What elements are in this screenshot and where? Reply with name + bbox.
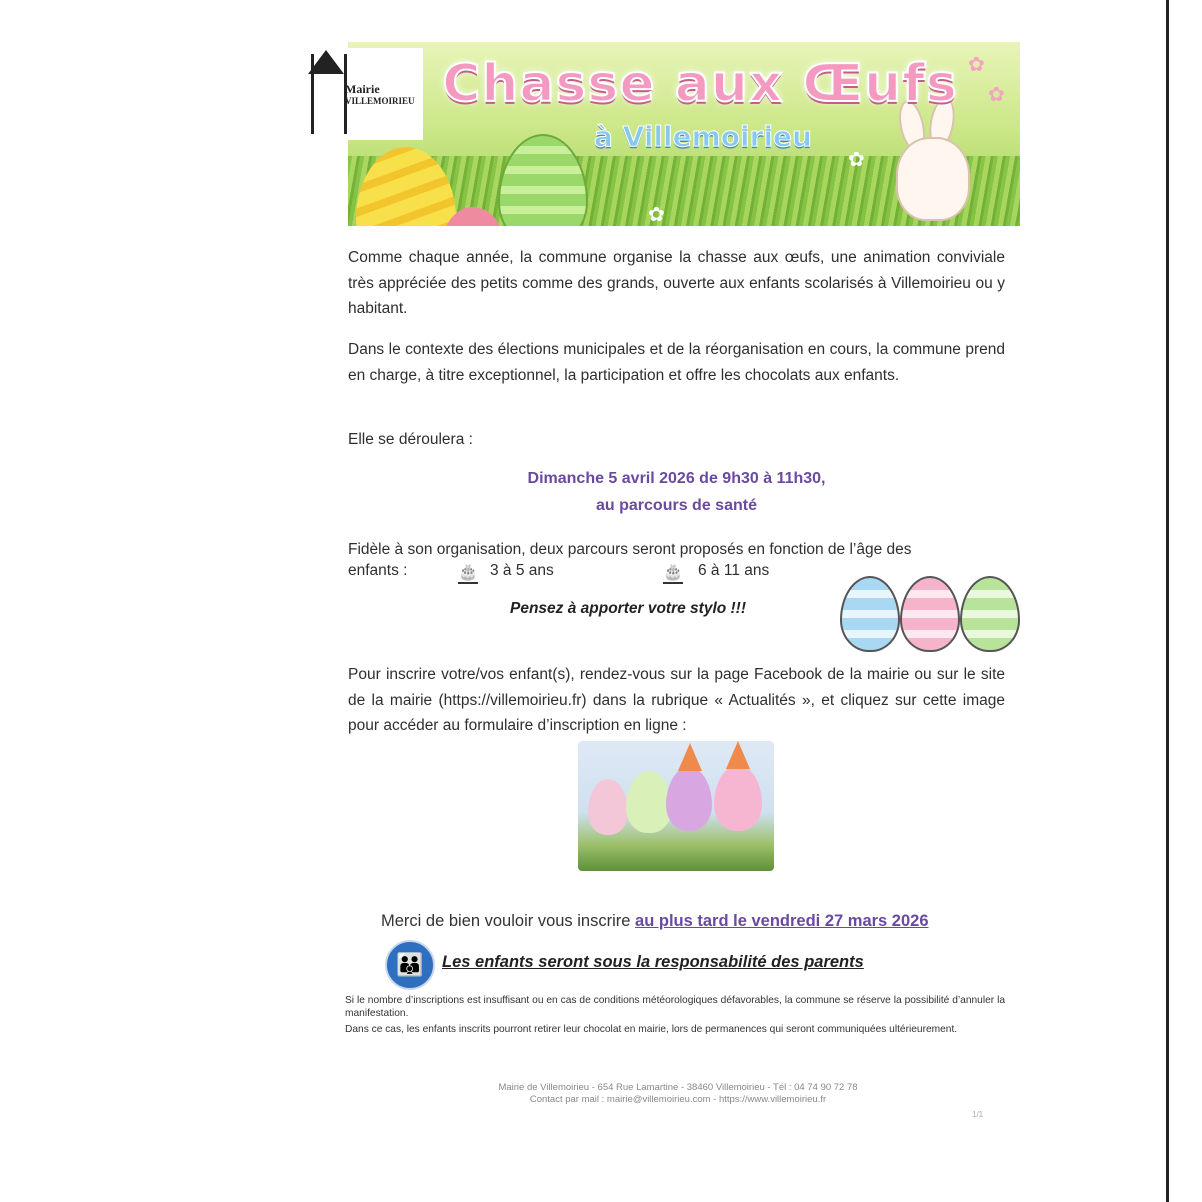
church-tower-icon — [311, 54, 347, 134]
logo-line-1: Mairie — [345, 82, 380, 96]
registration-paragraph: Pour inscrire votre/vos enfant(s), rendez-vous sur la page Facebook de la mairie ou sur le site de la mairie (https://villemoirieu.fr) dans la rubrique « Actualités », et cliquez sur cette image pour accéder au formulaire d’inscription en ligne : — [348, 666, 1005, 734]
party-hat-icon — [726, 741, 750, 769]
easter-egg-icon — [588, 779, 628, 835]
cake-icon — [663, 562, 683, 584]
context-paragraph: Dans le contexte des élections municipales et de la réorganisation en cours, la commune prend en charge, à titre exceptionnel, la participation et offre les chocolats aux enfants. — [348, 341, 1005, 384]
blue-egg-icon — [840, 576, 900, 652]
footer-address: Mairie de Villemoirieu - 654 Rue Lamartine - 38460 Villemoirieu - Tél : 04 74 90 72 78 — [498, 1082, 858, 1093]
page-number: 1/1 — [972, 1110, 984, 1119]
responsibility-notice: Les enfants seront sous la responsabilité des parents — [442, 953, 864, 971]
age-group-small: 3 à 5 ans — [490, 562, 554, 579]
age-group-large: 6 à 11 ans — [698, 562, 770, 579]
flower-icon: ✿ — [848, 149, 865, 171]
party-hat-icon — [678, 743, 702, 771]
pink-egg-icon — [900, 576, 960, 652]
footer-contact: Contact par mail : mairie@villemoirieu.com - https://www.villemoirieu.fr — [529, 1094, 827, 1105]
enfants-label: enfants : — [348, 562, 408, 579]
cancellation-note: Si le nombre d’inscriptions est insuffisant ou en cas de conditions météorologiques défavorables, la commune se réserve la possibilité d’annuler la manifestation. — [345, 995, 1005, 1019]
cake-icon — [458, 562, 478, 584]
deadline-prefix: Merci de bien vouloir vous inscrire — [381, 912, 636, 930]
chocolate-note: Dans ce cas, les enfants inscrits pourront retirer leur chocolat en mairie, lors de permanences qui seront communiquées ultérieurement. — [345, 1024, 958, 1035]
family-icon: 👪 — [385, 940, 435, 990]
pen-reminder: Pensez à apporter votre stylo !!! — [510, 600, 747, 617]
flower-icon: ✿ — [988, 84, 1005, 106]
registration-form-image-link[interactable] — [578, 741, 774, 871]
banner-title: Chasse aux Œufs — [442, 54, 958, 114]
easter-egg-icon — [714, 765, 762, 831]
easter-egg-icon — [666, 767, 712, 831]
event-date: Dimanche 5 avril 2026 de 9h30 à 11h30, — [527, 470, 826, 487]
deadline-line — [381, 912, 929, 931]
dancing-eggs-illustration — [822, 566, 1032, 666]
flower-icon: ✿ — [648, 204, 665, 226]
event-location: au parcours de santé — [596, 497, 757, 514]
scan-edge — [1166, 0, 1169, 1202]
logo-line-2: VILLEMOIRIEU — [345, 96, 415, 106]
mairie-logo — [305, 48, 423, 140]
banner-image — [348, 42, 1020, 226]
green-egg-icon — [960, 576, 1020, 652]
banner-subtitle: à Villemoirieu — [594, 120, 812, 153]
organisation-paragraph: Fidèle à son organisation, deux parcours seront proposés en fonction de l’âge des — [348, 541, 912, 558]
flower-icon: ✿ — [968, 54, 985, 76]
deadline-date: au plus tard le vendredi 27 mars 2026 — [635, 912, 929, 930]
date-intro: Elle se déroulera : — [348, 431, 473, 448]
intro-paragraph: Comme chaque année, la commune organise la chasse aux œufs, une animation conviviale très appréciée des petits comme des grands, ouverte aux enfants scolarisés à Villemoirieu ou y habitant. — [348, 249, 1005, 317]
